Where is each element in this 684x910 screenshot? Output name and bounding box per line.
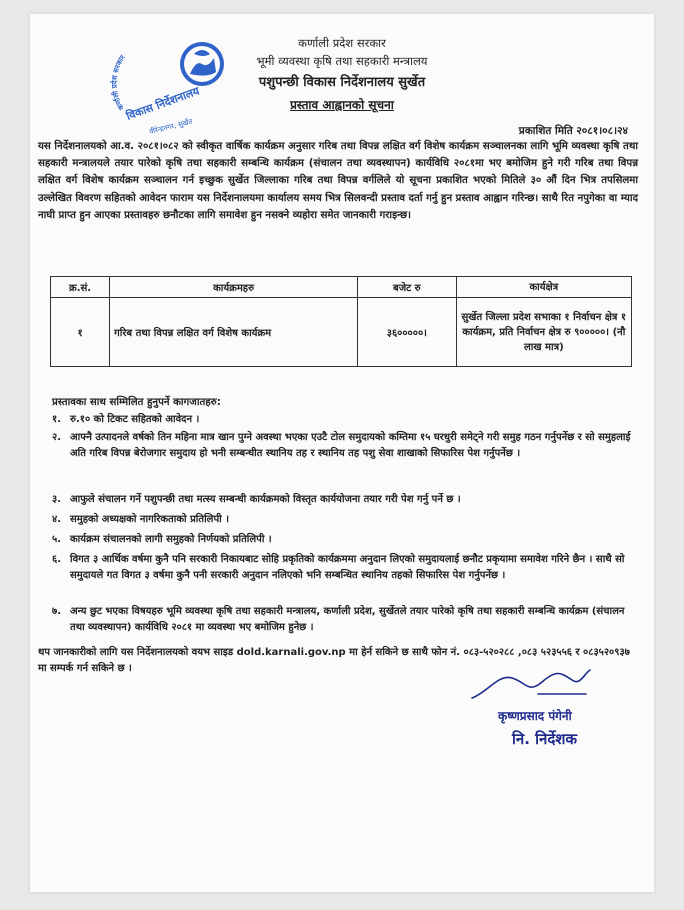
seal-bottom-text: वीरेन्द्रनगर, सुर्खेत: [148, 117, 194, 136]
list-item-number: ७.: [52, 606, 61, 617]
list-item-text: आफ्नै उत्पादनले वर्षको तिन महिना मात्र खान पुग्ने अवस्था भएका एउटै टोल समुदायको कम्तिमा १५ घरधुरी समेट्ने गरी समुह गठन गर्नुपर्नेछ र सो समुहलाई अति गरिब विपन्न बेरोजगार समुदाय हो भनी सम्बन्धीत स्थानिय तह र स्थानिय तह पशु सेवा शाखाको सिफारिस पेश गर्नुपर्नेछ ।: [70, 432, 631, 460]
list-item: [52, 412, 632, 428]
list-item-number: ५.: [52, 534, 61, 545]
list-item: [52, 552, 632, 585]
cell-program: गरिब तथा विपन्न लक्षित वर्ग विशेष कार्यक्रम: [110, 298, 358, 367]
list-item-text: कार्यक्रम संचालनको लागी समुहको निर्णयको प्रतिलिपी ।: [70, 534, 272, 545]
documents-title: प्रस्तावका साथ सम्मिलित हुनुपर्ने कागजातहरु:: [52, 397, 221, 408]
table-row: [51, 298, 632, 367]
header-area: कार्यक्षेत्र: [456, 277, 631, 298]
seal-arc-text: कर्णाली प्रदेश सरकार: [110, 53, 127, 112]
list-item: [52, 512, 632, 528]
header-programs: कार्यक्रमहरु: [110, 277, 358, 298]
list-item: [52, 604, 632, 637]
list-item-number: ६.: [52, 554, 61, 565]
cell-area: सुर्खेत जिल्ला प्रदेश सभाका १ निर्वाचन क्षेत्र १ कार्यक्रम, प्रति निर्वाचन क्षेत्र रु ९०००००। (नौ लाख मात्र): [456, 298, 631, 367]
list-item-text: रु.१० को टिकट सहितको आवेदन ।: [70, 414, 200, 425]
signatory-name: कृष्णप्रसाद पंगेनी: [498, 709, 572, 723]
list-item: [52, 532, 632, 548]
list-item-text: विगत ३ आर्थिक वर्षमा कुनै पनि सरकारी निकायबाट सोहि प्रकृतिको कार्यक्रममा अनुदान लिएको समुदायलाई छनौट प्रकृयामा समावेश गरिने छैन । साथै सो समुदायले गत विगत ३ वर्षमा कुनै पनी सरकारी अनुदान नलिएको भनि सम्बन्धित स्थानिय तहको सिफारिस पेश गर्नुपर्नेछ ।: [70, 554, 625, 582]
cell-serial: १: [51, 298, 110, 367]
seal-main-text: विकास निर्देशनालय: [124, 84, 202, 123]
list-item-number: १.: [52, 414, 61, 425]
list-item-text: अन्य छुट भएका विषयहरु भूमि व्यवस्था कृषि तथा सहकारी मन्त्रालय, कर्णाली प्रदेश, सुर्खेतले तयार पारेको कृषि तथा सहकारी सम्बन्धि कार्यक्रम (संचालन तथा व्यवस्थापन) कार्यविधि २०८१ मा व्यवस्था भए बमोजिम हुनेछ ।: [70, 606, 625, 634]
list-item: [52, 430, 632, 463]
header-directorate: पशुपन्छी विकास निर्देशनालय सुर्खेत: [258, 75, 426, 90]
published-date: प्रकाशित मिति २०८१।०८।२४: [518, 125, 628, 137]
list-item-number: २.: [52, 432, 61, 443]
header-serial: क्र.सं.: [51, 277, 110, 298]
header-ministry: भूमी व्यवस्था कृषि तथा सहकारी मन्त्रालय: [256, 54, 428, 68]
header-budget: बजेट रु: [358, 277, 457, 298]
contact-info: थप जानकारीको लागि यस निर्देशनालयको वयभ साइड dold.karnali.gov.np मा हेर्न सकिने छ साथै फोन नं. ०८३-५२०२८८ ,०८३ ५२३५५६ र ०८३५२०९३७ मा सम्पर्क गर्न सकिने छ ।: [38, 647, 630, 675]
signature-scribble: [468, 664, 608, 704]
header-government: कर्णाली प्रदेश सरकार: [298, 36, 386, 50]
intro-paragraph: यस निर्देशनालयको आ.व. २०८१।०८२ को स्वीकृत वार्षिक कार्यक्रम अनुसार गरिब तथा विपन्न लक्षित वर्ग विशेष कार्यक्रम सञ्चालनका लागि भूमि व्यवस्था कृषि तथा सहकारी मन्त्रालयले तयार पारेको कृषि तथा सहकारी सम्बन्धि कार्यक्रम (संचालन तथा व्यवस्थापन) कार्यविधि २०८१मा भए बमोजिम हुने गरी गरिब तथा विपन्न लक्षित वर्ग विशेष कार्यक्रम सञ्चालन गर्न इच्छुक सुर्खेत जिल्लाका गरिब तथा विपन्न वर्गलिले यो सूचना प्रकाशित भएको मितिले ३० औं दिन भित्र तपसिलमा उल्लेखित विवरण सहितको आवेदन फाराम यस निर्देशनालयमा कार्यालय समय भित्र सिलवन्दी प्रस्ताव दर्ता गर्नु हुन प्रस्ताव आह्वान गरिन्छ। साथै रित नपुगेका वा म्याद नाघी प्राप्त हुन आएका प्रस्तावहरु छनौटका लागि समावेश हुन नसक्ने व्यहोरा समेत जानकारी गराइन्छ।: [38, 141, 638, 221]
program-table: [50, 276, 632, 367]
list-item: [52, 492, 632, 508]
list-item-number: ४.: [52, 514, 61, 525]
cell-budget: ३६०००००।: [358, 298, 457, 367]
list-item-text: समुहको अध्यक्षको नागरिकताको प्रतिलिपी ।: [70, 514, 229, 525]
list-item-number: ३.: [52, 494, 61, 505]
table-header-row: [51, 277, 632, 298]
signatory-title: नि. निर्देशक: [512, 730, 578, 748]
list-item-text: आफुले संचालन गर्ने पशुपन्छी तथा मत्स्य सम्बन्धी कार्यक्रमको विस्तृत कार्ययोजना तयार गरी पेश गर्नु पर्ने छ ।: [70, 494, 461, 505]
notice-title: प्रस्ताव आह्वानको सूचना: [290, 98, 394, 112]
